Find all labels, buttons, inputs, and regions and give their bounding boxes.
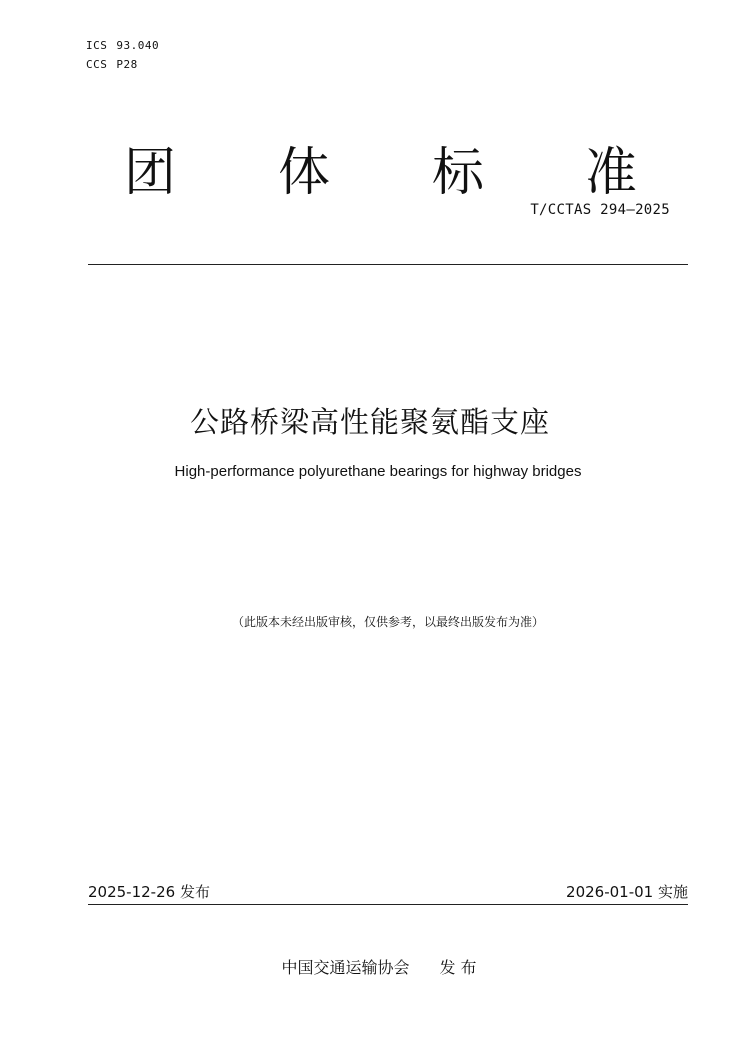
classification-codes xyxy=(86,36,159,74)
implementation-date: 2026-01-01 实施 xyxy=(566,883,688,901)
standard-type-char: 团 xyxy=(124,143,177,203)
standard-number: T/CCTAS 294—2025 xyxy=(530,202,670,218)
publisher-name: 中国交通运输协会 xyxy=(281,958,410,977)
ccs-label: CCS xyxy=(86,58,108,71)
footer-divider xyxy=(88,904,688,905)
ics-value: 93.040 xyxy=(116,39,160,52)
standard-type-char: 体 xyxy=(278,143,331,203)
standard-type-char: 准 xyxy=(585,143,638,203)
title-english: High-performance polyurethane bearings for highway bridges xyxy=(174,463,582,480)
ccs-value: P28 xyxy=(116,58,138,71)
standard-type-char: 标 xyxy=(432,143,485,203)
ics-code-row xyxy=(86,36,159,55)
ccs-code-row xyxy=(86,55,159,74)
ics-label: ICS xyxy=(86,39,108,52)
draft-notice: （此版本未经出版审核，仅供参考，以最终出版发布为准） xyxy=(231,615,544,629)
title-chinese: 公路桥梁高性能聚氨酯支座 xyxy=(189,405,550,439)
publisher-line xyxy=(0,955,740,978)
release-date: 2025-12-26 发布 xyxy=(88,883,210,901)
header-divider xyxy=(88,264,688,265)
standard-type-heading xyxy=(88,138,688,208)
publisher-action: 发 布 xyxy=(439,958,477,977)
